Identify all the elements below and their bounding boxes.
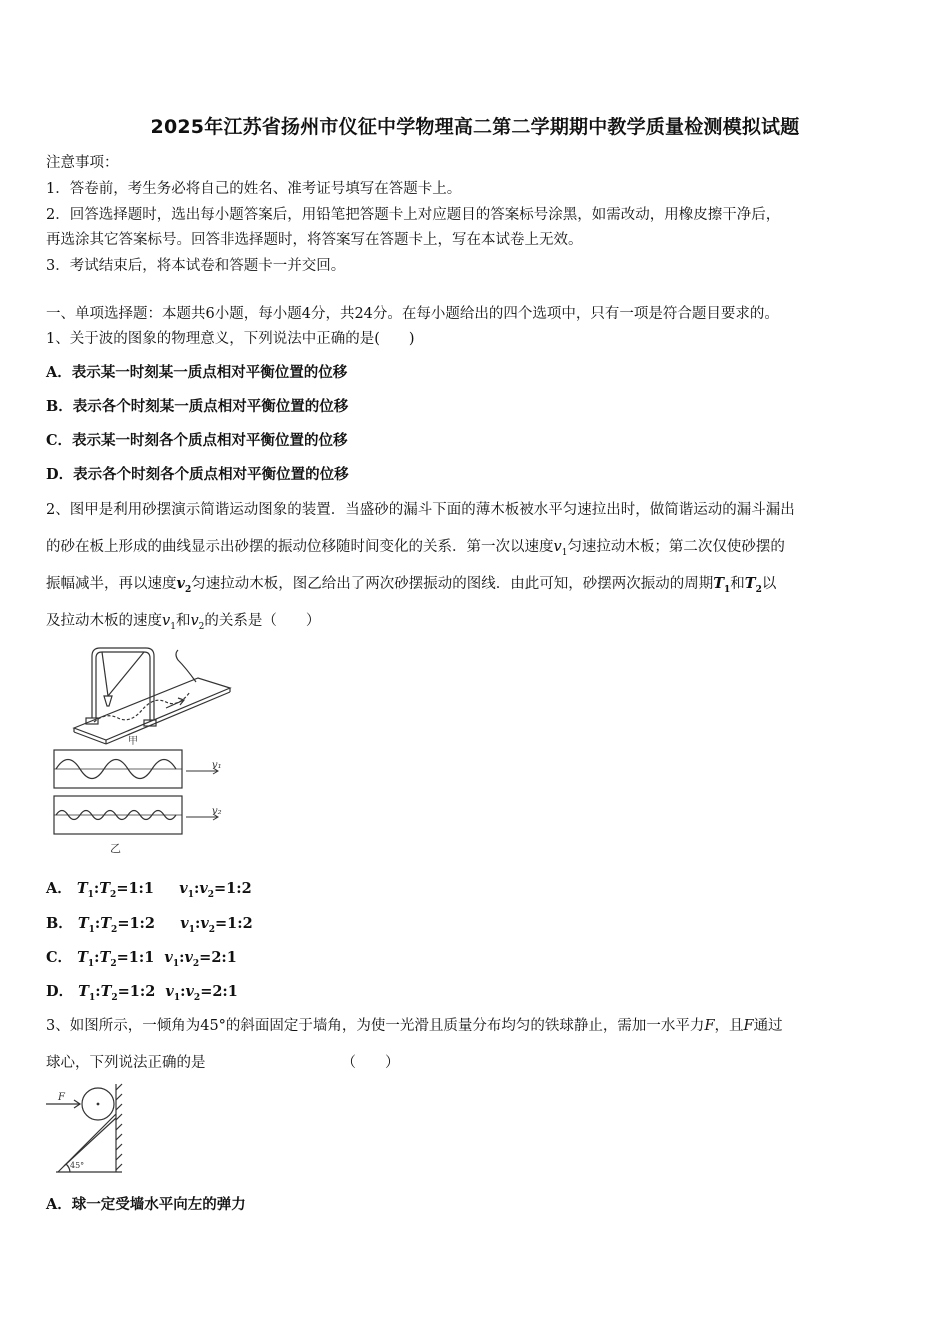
notice-item-2-cont: 再选涂其它答案标号。回答非选择题时，将答案写在答题卡上，写在本试卷上无效。 [46,232,583,248]
q2-option-b: B． $T_1:T_2=1:2$ $v_1:v_2=1:2$ [46,915,253,935]
frame-shape [92,648,154,720]
q3-stem-line2: 球心，下列说法正确的是 （ ） [46,1055,400,1071]
notice-item-2: 2．回答选择题时，选出每小题答案后，用铅笔把答题卡上对应题目的答案标号涂黑，如需改动，用橡皮擦干净后， [46,207,781,223]
q2-option-c: C． $T_1:T_2=1:1$ $v_1:v_2=2:1$ [46,949,237,969]
q1-option-a: A．表示某一时刻某一质点相对平衡位置的位移 [46,364,348,381]
label-jia: 甲 [128,736,138,747]
label-angle: 45° [70,1161,85,1170]
q1-option-d: D．表示各个时刻各个质点相对平衡位置的位移 [46,466,349,483]
notice-heading: 注意事项： [46,155,119,171]
incline-ball-figure [46,1080,130,1176]
q2-stem-line2: 的砂在板上形成的曲线显示出砂摆的振动位移随时间变化的关系．第一次以速度$v_1$匀速拉动木板；第二次仅使砂摆的 [46,539,785,558]
label-v2: v₂ [212,806,222,817]
label-F: F [58,1092,65,1103]
q2-option-d: D． $T_1:T_2=1:2$ $v_1:v_2=2:1$ [46,983,238,1003]
q1-option-c: C．表示某一时刻各个质点相对平衡位置的位移 [46,432,348,449]
q2-stem-line4: 及拉动木板的速度$v_1$和$v_2$的关系是（ ） [46,613,321,632]
q1-option-b: B．表示各个时刻某一质点相对平衡位置的位移 [46,398,349,415]
q2-stem-line3: 振幅减半，再以速度$v_2$匀速拉动木板，图乙给出了两次砂摆振动的图线．由此可知，砂摆两次振动的周期$T_1$和$T_2$以 [46,575,777,595]
q2-stem-line1: 2、图甲是利用砂摆演示简谐运动图象的装置．当盛砂的漏斗下面的薄木板被水平匀速拉出时，做简谐运动的漏斗漏出 [46,502,795,518]
exam-title: 2025年江苏省扬州市仪征中学物理高二第二学期期中教学质量检测模拟试题 [150,116,800,138]
q3-stem-line1: 3、如图所示，一倾角为45°的斜面固定于墙角，为使一光滑且质量分布均匀的铁球静止，需加一水平力F，且F通过 [46,1018,783,1034]
q3-option-a: A．球一定受墙水平向左的弹力 [46,1196,246,1213]
board-shape [74,678,230,740]
q2-option-a: A． $T_1:T_2=1:1$ $v_1:v_2=1:2$ [46,880,252,900]
sand-pendulum-figure [46,640,236,858]
section-heading: 一、单项选择题：本题共6小题，每小题4分，共24分。在每小题给出的四个选项中，只有一项是符合题目要求的。 [46,306,779,322]
label-v1: v₁ [212,760,222,771]
ball-center [97,1103,100,1106]
label-yi: 乙 [110,842,121,855]
notice-item-1: 1．答卷前，考生务必将自己的姓名、准考证号填写在答题卡上。 [46,181,462,197]
q1-stem: 1、关于波的图象的物理意义，下列说法中正确的是( ) [46,331,415,347]
notice-item-3: 3．考试结束后，将本试卷和答题卡一并交回。 [46,258,346,274]
